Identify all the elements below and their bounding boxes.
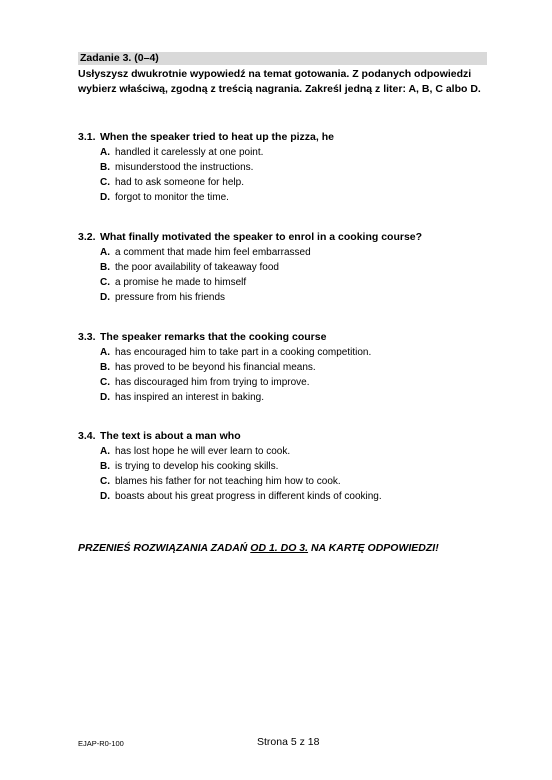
option-text: has proved to be beyond his financial means. <box>115 362 316 373</box>
question-number: 3.2. <box>78 231 96 243</box>
question-number: 3.4. <box>78 430 96 442</box>
option-a[interactable] <box>100 245 498 260</box>
option-text: pressure from his friends <box>115 292 226 303</box>
option-b[interactable] <box>100 260 498 275</box>
option-letter: A. <box>100 147 110 158</box>
option-d[interactable] <box>100 190 498 205</box>
option-list <box>100 145 498 205</box>
option-text: blames his father for not teaching him how to cook. <box>115 476 341 487</box>
option-text: forgot to monitor the time. <box>115 192 229 203</box>
option-b[interactable] <box>100 160 498 175</box>
option-c[interactable] <box>100 474 498 489</box>
option-letter: B. <box>100 162 110 173</box>
option-text: has encouraged him to take part in a cooking competition. <box>115 347 372 358</box>
option-text: a comment that made him feel embarrassed <box>115 247 311 258</box>
question-3-2 <box>78 230 498 305</box>
option-a[interactable] <box>100 444 498 459</box>
option-letter: C. <box>100 377 110 388</box>
page-number: Strona 5 z 18 <box>257 736 320 748</box>
exam-code: EJAP-R0-100 <box>78 739 124 748</box>
option-text: is trying to develop his cooking skills. <box>115 461 279 472</box>
question-text: The text is about a man who <box>100 430 241 442</box>
question-3-1 <box>78 130 498 205</box>
transfer-answers-note <box>78 541 439 555</box>
option-text: the poor availability of takeaway food <box>115 262 279 273</box>
question-stem <box>78 330 498 345</box>
task-instructions: Usłyszysz dwukrotnie wypowiedź na temat gotowania. Z podanych odpowiedzi wybierz właściwą, zgodną z treścią nagrania. Zakreśl jedną z liter: A, B, C albo D. <box>78 68 481 95</box>
question-number: 3.1. <box>78 131 96 143</box>
option-c[interactable] <box>100 375 498 390</box>
option-a[interactable] <box>100 145 498 160</box>
transfer-note-range: OD 1. DO 3. <box>250 542 309 554</box>
question-3-4 <box>78 429 498 504</box>
option-letter: B. <box>100 362 110 373</box>
option-b[interactable] <box>100 360 498 375</box>
option-text: misunderstood the instructions. <box>115 162 254 173</box>
option-letter: B. <box>100 262 110 273</box>
question-number: 3.3. <box>78 331 96 343</box>
option-letter: A. <box>100 347 110 358</box>
transfer-note-part3: NA KARTĘ ODPOWIEDZI! <box>308 542 439 554</box>
option-c[interactable] <box>100 275 498 290</box>
option-text: has discouraged him from trying to improve. <box>115 377 310 388</box>
option-list <box>100 345 498 405</box>
option-letter: D. <box>100 292 110 303</box>
option-a[interactable] <box>100 345 498 360</box>
option-text: has inspired an interest in baking. <box>115 392 264 403</box>
option-d[interactable] <box>100 390 498 405</box>
option-list <box>100 444 498 504</box>
option-text: a promise he made to himself <box>115 277 247 288</box>
option-letter: A. <box>100 247 110 258</box>
option-letter: A. <box>100 446 110 457</box>
option-text: had to ask someone for help. <box>115 177 244 188</box>
option-text: has lost hope he will ever learn to cook. <box>115 446 291 457</box>
option-letter: C. <box>100 177 110 188</box>
option-letter: D. <box>100 491 110 502</box>
option-text: handled it carelessly at one point. <box>115 147 264 158</box>
question-stem <box>78 429 498 444</box>
option-list <box>100 245 498 305</box>
option-c[interactable] <box>100 175 498 190</box>
question-stem <box>78 230 498 245</box>
question-text: What finally motivated the speaker to enrol in a cooking course? <box>100 231 423 243</box>
task-header: Zadanie 3. (0–4) <box>78 52 487 65</box>
question-text: The speaker remarks that the cooking course <box>100 331 327 343</box>
option-letter: B. <box>100 461 110 472</box>
option-letter: C. <box>100 476 110 487</box>
question-stem <box>78 130 498 145</box>
question-3-3 <box>78 330 498 405</box>
option-letter: D. <box>100 192 110 203</box>
option-d[interactable] <box>100 290 498 305</box>
option-letter: C. <box>100 277 110 288</box>
option-b[interactable] <box>100 459 498 474</box>
option-letter: D. <box>100 392 110 403</box>
question-text: When the speaker tried to heat up the pizza, he <box>100 131 334 143</box>
option-text: boasts about his great progress in different kinds of cooking. <box>115 491 382 502</box>
option-d[interactable] <box>100 489 498 504</box>
transfer-note-part1: PRZENIEŚ ROZWIĄZANIA ZADAŃ <box>78 542 251 554</box>
